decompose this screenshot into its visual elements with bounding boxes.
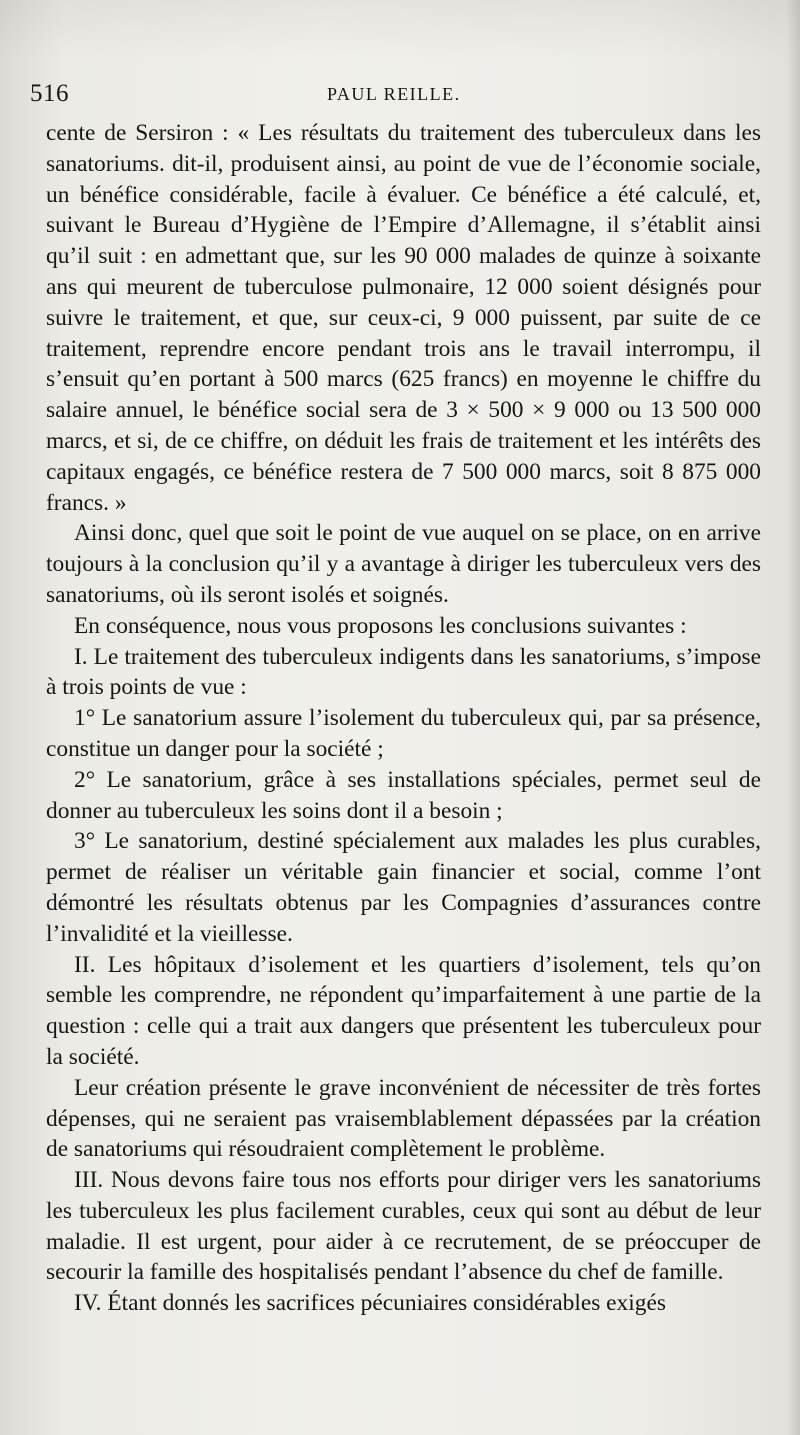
paragraph-quote-continuation: cente de Sersiron : « Les résultats du traitement des tuberculeux dans les sanatoriums. dit-il, produisent ainsi, au point de vue de l’économie sociale, un bénéfice considérable, facile à évaluer. Ce bénéfice a été calculé, et, suivant le Bureau d’Hygiène de l’Empire d’Allemagne, il s’établit ainsi qu’il suit : en admettant que, sur les 90 000 malades de quinze à soixante ans qui meurent de tuberculose pulmonaire, 12 000 soient désignés pour suivre le traitement, et que, sur ceux-ci, 9 000 puissent, par suite de ce traitement, reprendre encore pendant trois ans le travail interrompu, il s’ensuit qu’en portant à 500 marcs (625 francs) en moyenne le chiffre du salaire annuel, le bénéfice social sera de 3 × 500 × 9 000 ou 13 500 000 marcs, et si, de ce chiffre, on déduit les frais de traitement et les intérêts des capitaux engagés, ce bénéfice restera de 7 500 000 marcs, soit 8 875 000 francs. » bbox=[46, 120, 761, 516]
paragraph-conclusions-intro: En conséquence, nous vous proposons les conclusions suivantes : bbox=[74, 612, 687, 639]
page-number: 516 bbox=[30, 80, 69, 107]
conclusion-iii: III. Nous devons faire tous nos efforts pour diriger vers les sanatoriums les tuberculeux les plus facilement curables, ceux qui sont au début de leur maladie. Il est urgent, pour aider à ce recrutement, de se préoccuper de secourir la famille des hospitalisés pendant l’absence du chef de famille. bbox=[46, 1167, 761, 1286]
conclusion-i-point-2: 2° Le sanatorium, grâce à ses installations spéciales, permet seul de donner au tuberculeux les soins dont il a besoin ; bbox=[46, 766, 761, 824]
scan-shadow-right-edge bbox=[786, 0, 800, 1435]
conclusion-i: I. Le traitement des tuberculeux indigents dans les sanatoriums, s’impose à trois points de vue : bbox=[46, 643, 761, 701]
page-header bbox=[30, 80, 760, 110]
running-head: PAUL REILLE. bbox=[327, 84, 461, 104]
conclusion-i-point-3: 3° Le sanatorium, destiné spécialement aux malades les plus curables, permet de réaliser un véritable gain financier et social, comme l’ont démontré les résultats obtenus par les Compagnies d’assurances contre l’invalidité et la vieillesse. bbox=[46, 828, 761, 947]
body-text bbox=[46, 118, 761, 1319]
paragraph-ainsi-donc: Ainsi donc, quel que soit le point de vue auquel on se place, on en arrive toujours à la conclusion qu’il y a avantage à diriger les tuberculeux vers des sanatoriums, où ils seront isolés et soignés. bbox=[46, 520, 761, 608]
conclusion-ii-continuation: Leur création présente le grave inconvénient de nécessiter de très fortes dépenses, qui ne seraient pas vraisemblablement dépassées par la création de sanatoriums qui résoudraient complètement le problème. bbox=[46, 1074, 761, 1163]
conclusion-iv: IV. Étant donnés les sacrifices pécuniaires considérables exigés bbox=[74, 1290, 666, 1317]
conclusion-ii: II. Les hôpitaux d’isolement et les quartiers d’isolement, tels qu’on semble les comprendre, ne répondent qu’imparfaitement à une partie de la question : celle qui a trait aux dangers que présentent les tuberculeux pour la société. bbox=[46, 951, 761, 1070]
conclusion-i-point-1: 1° Le sanatorium assure l’isolement du tuberculeux qui, par sa présence, constitue un danger pour la société ; bbox=[46, 705, 761, 762]
scan-shadow-top bbox=[0, 0, 800, 60]
